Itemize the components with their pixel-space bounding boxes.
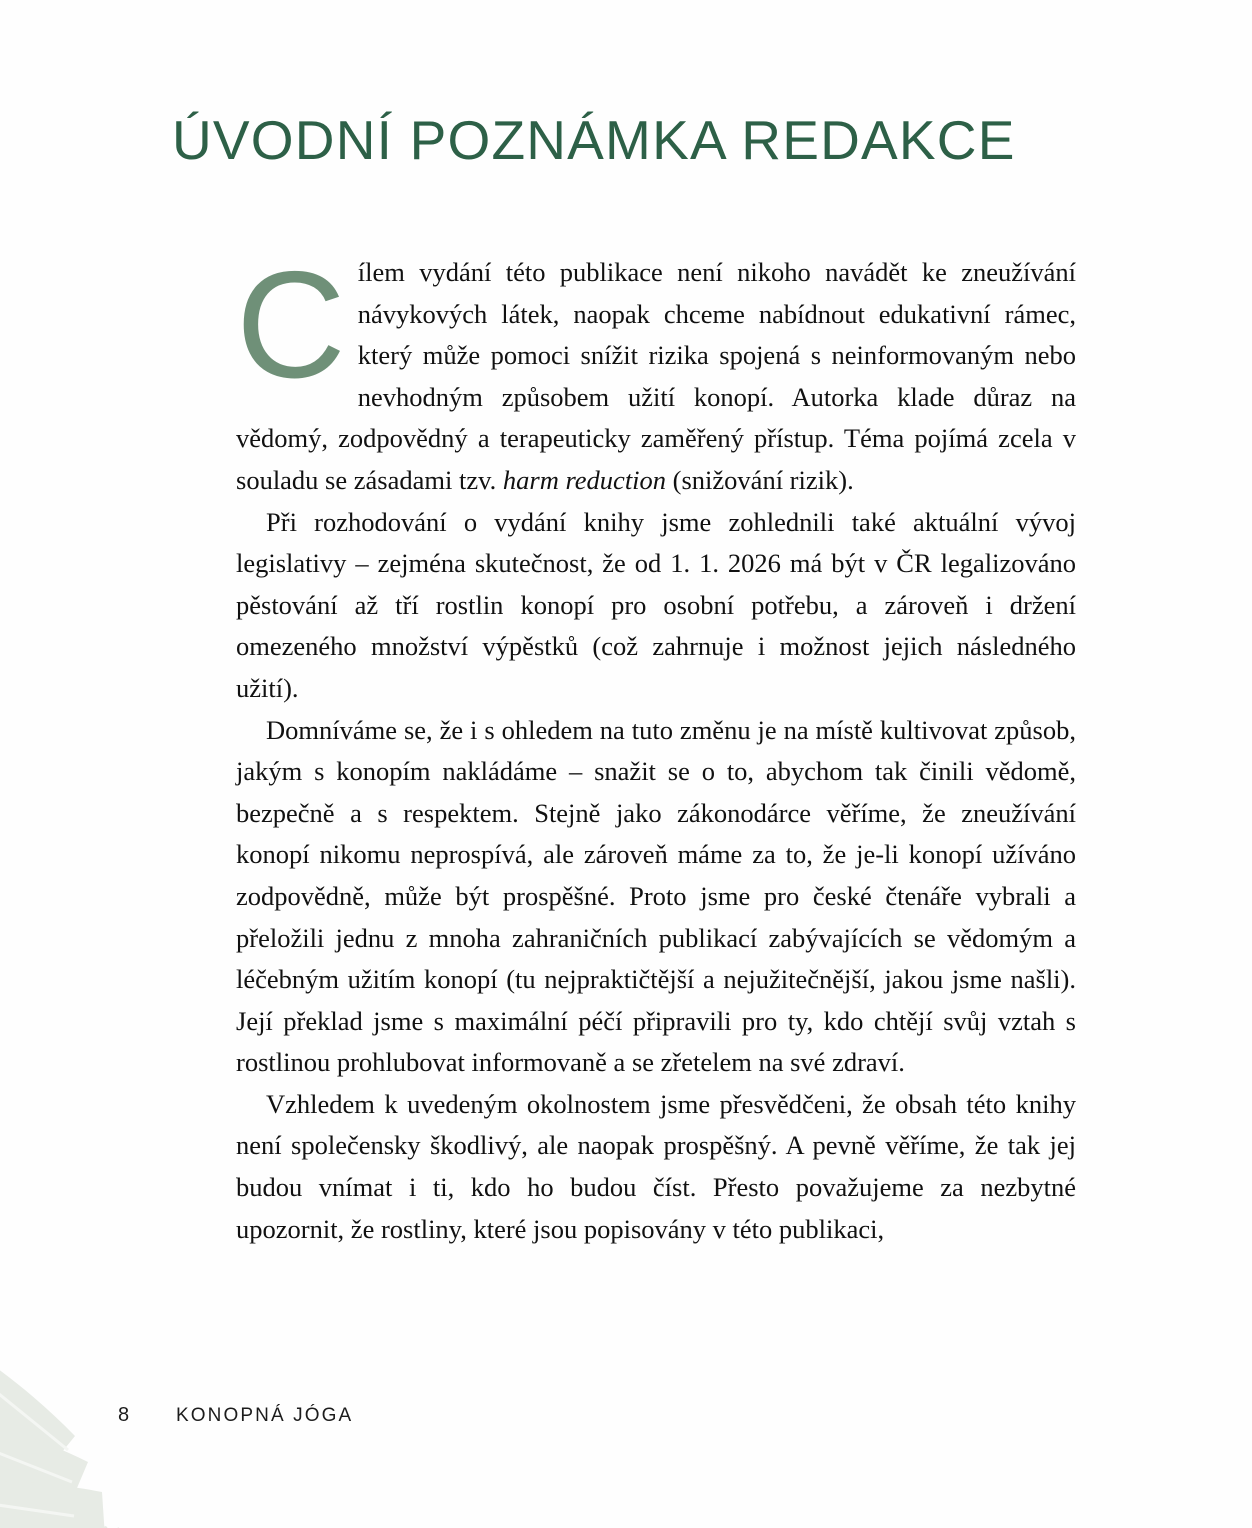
paragraph-2: Při rozhodování o vydání knihy jsme zohlednili také aktuální vývoj legislativy – zejména skutečnost, že od 1. 1. 2026 má být v ČR legalizováno pěstování až tří rostlin konopí pro osobní potřebu, a zároveň i držení omezeného množství výpěstků (což zahrnuje i možnost jejich následného užití).	[236, 506, 1076, 703]
paragraph-1-text-after-italic: (snižování rizik).	[666, 464, 854, 495]
paragraph-4: Vzhledem k uvedeným okolnostem jsme přesvědčeni, že obsah této knihy není společensky škodlivý, ale naopak prospěšný. A pevně věříme, že tak jej budou vnímat i ti, kdo ho budou číst. Přesto považujeme za nezbytné upozornit, že rostliny, které jsou popisovány v této publikaci,	[236, 1088, 1076, 1244]
paragraph-1-text-before-italic: ílem vydání této publikace není nikoho navádět ke zneužívání návykových látek, naopak chceme nabídnout edukativní rámec, který může pomoci snížit rizika spojená s neinformovaným nebo nevhodným způsobem užití konopí. Autorka klade důraz na vědomý, zodpovědný a terapeuticky zaměřený přístup. Téma pojímá zcela v souladu se zásadami tzv.	[236, 257, 1076, 495]
paragraph-1	[236, 240, 1076, 502]
body-text-column	[236, 240, 1076, 1250]
running-head: KONOPNÁ JÓGA	[176, 1405, 354, 1426]
drop-cap: C	[236, 240, 346, 410]
page-title: ÚVODNÍ POZNÁMKA REDAKCE	[172, 109, 1016, 171]
page-footer	[118, 1404, 353, 1427]
page-number: 8	[118, 1404, 130, 1426]
paragraph-3: Domníváme se, že i s ohledem na tuto změnu je na místě kultivovat způsob, jakým s konopím nakládáme – snažit se o to, abychom tak činili vědomě, bezpečně a s respektem. Stejně jako zákonodárce věříme, že zneužívání konopí nikomu neprospívá, ale zároveň máme za to, že je-li konopí užíváno zodpovědně, může být prospěšné. Proto jsme pro české čtenáře vybrali a přeložili jednu z mnoha zahraničních publikací zabývajících se vědomým a léčebným užitím konopí (tu nejpraktičtější a nejužitečnější, jakou jsme našli). Její překlad jsme s maximální péčí připravili pro ty, kdo chtějí svůj vztah s rostlinou prohlubovat informovaně a se zřetelem na své zdraví.	[236, 714, 1076, 1078]
paragraph-1-italic-term: harm reduction	[502, 464, 667, 495]
